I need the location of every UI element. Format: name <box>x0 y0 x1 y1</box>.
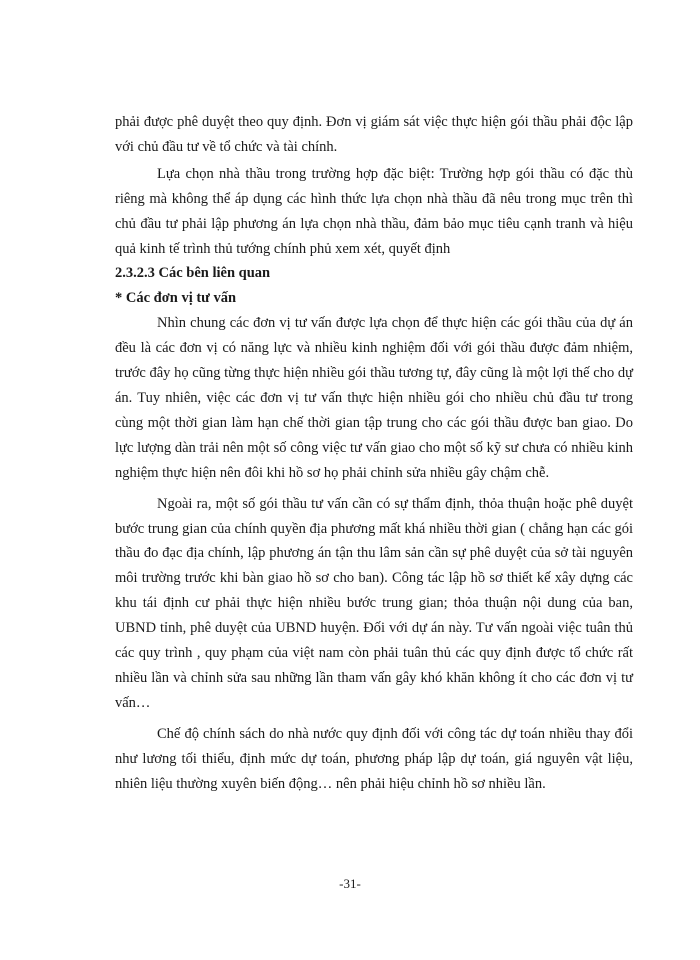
paragraph-special-selection: Lựa chọn nhà thầu trong trường hợp đặc biệt: Trường hợp gói thầu có đặc thù riêng mà không thể áp dụng các hình thức lựa chọn nhà thầu đã nêu trong mục trên thì chủ đầu tư phải lập phương án lựa chọn nhà thầu, đảm bảo mục tiêu cạnh tranh và hiệu quả kinh tế trình thủ tướng chính phủ xem xét, quyết định <box>115 165 633 257</box>
paragraph-consultants-approval: Ngoài ra, một số gói thầu tư vấn cần có sự thẩm định, thỏa thuận hoặc phê duyệt bước trung gian của chính quyền địa phương mất khá nhiều thời gian ( chẳng hạn các gói thầu đo đạc địa chính, lập phương án tận thu lâm sản cần sự phê duyệt của sở tài nguyên môi trường trước khi bàn giao hồ sơ cho ban). Công tác lập hồ sơ thiết kế xây dựng các khu tái định cư phải thực hiện nhiều bước trung gian; thỏa thuận nội dung của ban, UBND tỉnh, phê duyệt của UBND huyện. Đối với dự án này. Tư vấn ngoài việc tuân thủ các quy trình , quy phạm của việt nam còn phải tuân thủ các quy định được tổ chức rất nhiều lần và chỉnh sửa sau những lần tham vấn gây khó khăn không ít cho các đơn vị tư vấn… <box>115 495 633 711</box>
paragraph-supervision: phải được phê duyệt theo quy định. Đơn vị giám sát việc thực hiện gói thầu phải độc lập với chủ đầu tư về tổ chức và tài chính. <box>115 114 633 155</box>
document-body <box>115 110 633 796</box>
subsection-heading: * Các đơn vị tư vấn <box>115 290 237 307</box>
page-number: -31- <box>339 876 361 891</box>
paragraph-consultants-overview: Nhìn chung các đơn vị tư vấn được lựa chọn để thực hiện các gói thầu của dự án đều là các đơn vị có năng lực và nhiều kinh nghiệm đối với gói thầu được đảm nhiệm, trước đây họ cũng từng thực hiện nhiều gói thầu tương tự, đây cũng là một lợi thế cho dự án. Tuy nhiên, việc các đơn vị tư vấn thực hiện nhiều gói cho nhiều chủ đầu tư trong cùng một thời gian làm hạn chế thời gian tập trung cho các gói thầu được ban giao. Do lực lượng dàn trải nên một số công việc tư vấn giao cho một số kỹ sư chưa có nhiều kinh nghiệm thực hiện nên đôi khi hồ sơ họ phải chỉnh sửa nhiều gây chậm chễ. <box>115 315 633 481</box>
section-heading: 2.3.2.3 Các bên liên quan <box>115 265 271 282</box>
paragraph-policy-changes: Chế độ chính sách do nhà nước quy định đối với công tác dự toán nhiều thay đổi như lương tối thiểu, định mức dự toán, phương pháp lập dự toán, giá nguyên vật liệu, nhiên liệu thường xuyên biến động… nên phải hiệu chỉnh hồ sơ nhiều lần. <box>115 725 633 792</box>
